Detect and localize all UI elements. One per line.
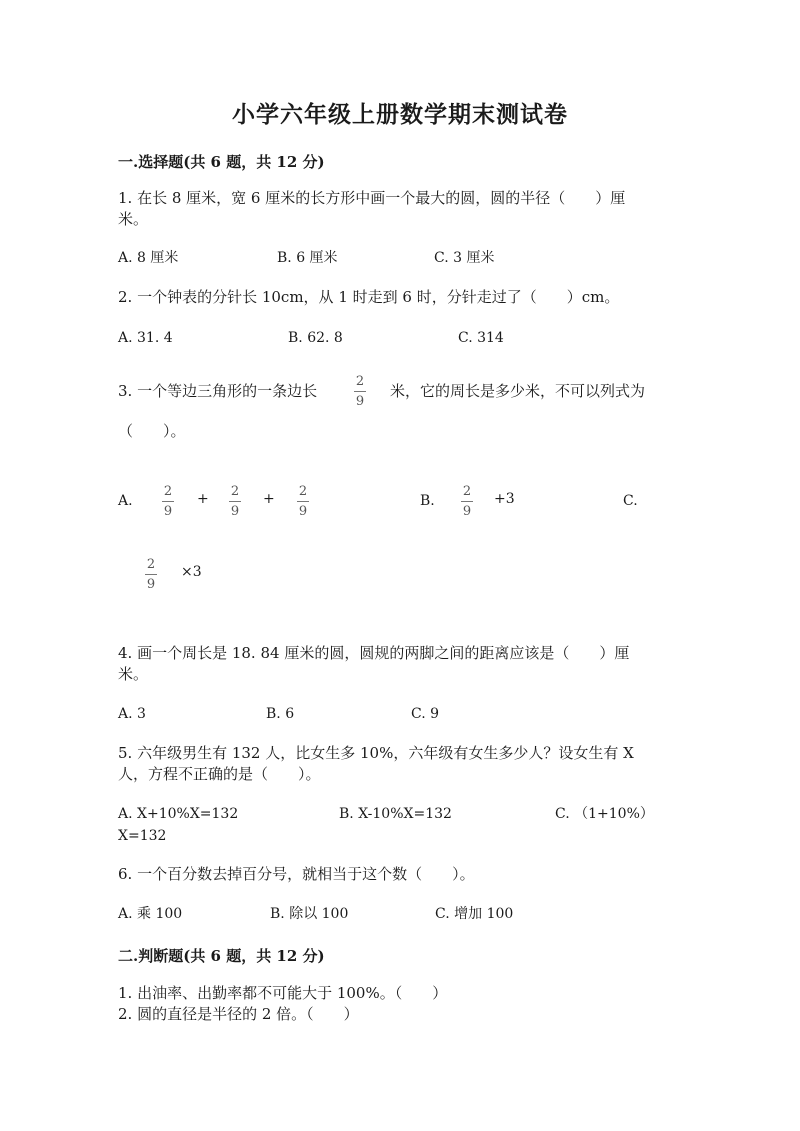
question-5-line-1: 5. 六年级男生有 132 人，比女生多 10%，六年级有女生多少人？设女生有 X	[118, 744, 634, 762]
option-a-fraction-3	[297, 484, 309, 519]
fraction-bar	[354, 391, 366, 392]
fraction-bar	[162, 501, 174, 502]
option-c-fraction	[145, 557, 157, 592]
fraction-bar	[297, 501, 309, 502]
question-2-text: 2. 一个钟表的分针长 10cm，从 1 时走到 6 时，分针走过了（ ）cm。	[118, 288, 620, 306]
question-2-option-c: C. 314	[458, 330, 504, 346]
fraction-denominator: 9	[230, 504, 240, 519]
fraction-numerator: 2	[163, 484, 173, 499]
fraction-numerator: 2	[462, 484, 472, 499]
option-a-fraction-1	[162, 484, 174, 519]
page-title: 小学六年级上册数学期末测试卷	[232, 101, 568, 128]
question-1-option-a: A. 8 厘米	[118, 250, 179, 266]
question-3-option-c-label: C.	[623, 493, 638, 509]
fraction-denominator: 9	[163, 504, 173, 519]
question-1-line-2: 米。	[118, 210, 149, 228]
fraction-bar	[145, 574, 157, 575]
question-5-option-c-cont: X=132	[118, 828, 167, 844]
fraction-denominator: 9	[298, 504, 308, 519]
question-1-line-1: 1. 在长 8 厘米，宽 6 厘米的长方形中画一个最大的圆，圆的半径（ ）厘	[118, 189, 626, 207]
question-3-text-after: 米，它的周长是多少米，不可以列式为	[390, 382, 646, 400]
question-1-option-b: B. 6 厘米	[277, 250, 338, 266]
question-1-option-c: C. 3 厘米	[434, 250, 495, 266]
question-3-option-b-label: B.	[420, 493, 435, 509]
fraction-numerator: 2	[355, 374, 365, 389]
times-three: ×3	[181, 564, 202, 580]
question-2-option-b: B. 62. 8	[288, 330, 343, 346]
plus-sign: +	[263, 491, 275, 507]
fraction-denominator: 9	[146, 577, 156, 592]
fraction-numerator: 2	[298, 484, 308, 499]
plus-sign: +	[197, 491, 209, 507]
section-heading-choice: 一.选择题(共 6 题，共 12 分)	[118, 153, 325, 171]
plus-three: +3	[494, 491, 515, 507]
question-3-fraction	[354, 374, 366, 409]
fraction-numerator: 2	[146, 557, 156, 572]
question-3-text-before: 3. 一个等边三角形的一条边长	[118, 382, 318, 400]
question-4-option-c: C. 9	[411, 706, 440, 722]
question-4-line-1: 4. 画一个周长是 18. 84 厘米的圆，圆规的两脚之间的距离应该是（ ）厘	[118, 644, 630, 662]
question-5-option-a: A. X+10%X=132	[118, 806, 239, 822]
question-6-option-a: A. 乘 100	[118, 906, 183, 922]
question-3-option-a-label: A.	[118, 493, 133, 509]
fraction-denominator: 9	[462, 504, 472, 519]
option-b-fraction	[461, 484, 473, 519]
fraction-bar	[461, 501, 473, 502]
question-5-option-c: C. （1+10%）	[555, 806, 654, 822]
section-heading-true-false: 二.判断题(共 6 题，共 12 分)	[118, 947, 325, 965]
fraction-bar	[229, 501, 241, 502]
option-a-fraction-2	[229, 484, 241, 519]
question-5-option-b: B. X-10%X=132	[339, 806, 452, 822]
fraction-numerator: 2	[230, 484, 240, 499]
question-5-line-2: 人，方程不正确的是（ ）。	[118, 765, 321, 783]
fraction-denominator: 9	[355, 394, 365, 409]
question-4-line-2: 米。	[118, 665, 149, 683]
question-3-line-2: （ ）。	[118, 422, 186, 440]
tf-question-1: 1. 出油率、出勤率都不可能大于 100%。（ ）	[118, 984, 448, 1002]
question-6-option-c: C. 增加 100	[435, 906, 514, 922]
question-4-option-b: B. 6	[266, 706, 295, 722]
question-6-text: 6. 一个百分数去掉百分号，就相当于这个数（ ）。	[118, 865, 475, 883]
question-6-option-b: B. 除以 100	[270, 906, 349, 922]
tf-question-2: 2. 圆的直径是半径的 2 倍。（ ）	[118, 1005, 359, 1023]
question-4-option-a: A. 3	[118, 706, 146, 722]
question-2-option-a: A. 31. 4	[118, 330, 173, 346]
